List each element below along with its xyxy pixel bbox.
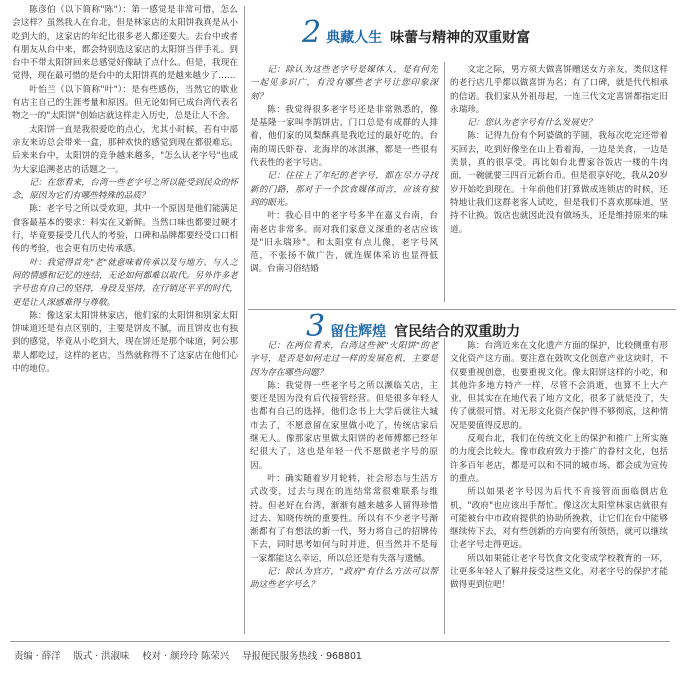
section-title: 官民结合的双重助力 <box>394 324 521 340</box>
section1-column-a <box>250 64 438 277</box>
column-divider-left <box>244 6 245 634</box>
body-paragraph: 陈：老字号之所以受欢迎，其中一个原因是他们能满足食客最基本的要求：料实在又新鲜。当然口味也都要过硬才行，毕竟要接受几代人的考验，口碑和品牌都要经受口口相传的考验，也会更有历史传承感。 <box>12 204 238 255</box>
interview-question: 叶：我觉得首先"老"就意味着传承以及与地方、与人之间的情感和记忆的连结，无论如何都难以取代。另外许多老字号也有自己的坚持，身段及坚持，在行销还平平的时代，更是让人深感难得与尊敬。 <box>12 257 238 308</box>
interview-question: 记：在两位看来，台湾这些被"火阳饼"的老字号，是否是如何走过一样的发展危机，主要是因为存在哪些问题？ <box>250 341 438 378</box>
section-tag: 留住辉煌 <box>330 324 387 340</box>
body-paragraph: 陈：记得九份有个阿婆做的芋圆，我每次吃完还带着买回去，吃到好像坐在山上看着海，一边是美食，一边是美景，真的很享受。再比如台北曹家谷饭店一楼的牛肉面，一碗就要三四百元新台币。但是很享好吃，我从20岁岁开始吃到现在。十年前他们打算做成连锁店的时候，还特地让我们这群老客人试吃，但是我们不喜欢那味道，坚持不让换。饭店也就因此没有做场头，还是维持原来的味道。 <box>450 131 668 235</box>
footer-designer: 版式 · 洪淑味 <box>73 651 130 662</box>
interview-question: 记：在您看来，台湾一些老字号之所以能受到民众的怀念，原因为它们有哪些特殊的品质？ <box>12 177 238 202</box>
body-paragraph: 陈：像这家太阳饼林家店，他们家的太阳饼和别家太阳饼味道还是有点区别的，主要是饼皮不腻，而且饼皮也有独到的感觉，毕竟从小吃到大，现在饼还是那个味道，阿公那辈人都吃过，这样的老店，当然就称得不了这家店在他们心中的地位。 <box>12 310 238 375</box>
section-title: 味蕾与精神的双重财富 <box>390 30 531 46</box>
body-paragraph: 太阳饼一直是我很爱吃的点心，尤其小时候，若有中部亲友来访总会带来一盒，那种欢快的感觉到现在都很难忘。后来来台中，太阳饼的竞争越来越多，"怎么认老字号"也成为大家追溯老店的话题之一。 <box>12 124 238 175</box>
body-paragraph: 所以如果能让老字号饮食文化变成学校教育的一环，让更多年轻人了解并接受这些文化，对老字号的保护才能做得更到位吧！ <box>450 553 668 591</box>
section-number: 2 <box>302 15 322 50</box>
column-divider-lower <box>444 338 445 634</box>
section-heading-2 <box>306 309 521 344</box>
body-paragraph: 陈彦伯（以下简称"陈"）：第一感觉是非常可惜，怎么会这样？虽然我人在台北，但是林家店的太阳饼我真是从小吃到大的，这家店的年纪比很多老人都还要大。去台中或者有朋友从台中来，都会特别选这家店的太阳饼当伴手礼。到台中不带太阳饼回来总感觉好像缺了点什么。但是，我现在觉得，现在最可惜的是台中的太阳饼真的是越来越少了…… <box>12 5 238 82</box>
section-heading-1 <box>302 15 531 50</box>
body-paragraph: 文定之际，男方须大做喜饼赠送女方亲友，类似这样的老行店几乎都以做喜饼为名；有了口碑，就是代代相承的信诺。我们家从外祖母起，一连三代文定喜饼都指定旧永瑞珍。 <box>450 65 668 115</box>
left-column <box>12 4 238 376</box>
body-paragraph: 陈：我觉得一些老字号之所以濒临关店，主要还是因为没有后代接管经营。但是很多年轻人也都有自己的选择，他们念书上大学后就往大城市去了，不愿意留在家里做小吃了，传统店家后继无人。像那家店里做太阳饼的老师傅都已经年纪很大了，这也是年轻一代不愿做老字号的原因。 <box>250 380 438 471</box>
section2-column-a <box>250 340 438 593</box>
page-footer <box>14 648 372 662</box>
body-paragraph: 陈：台湾近来在文化遗产方面的保护，比较侧重有形文化资产这方面。要注意在鼓吹文化创意产业这块时，不仅要重视创意，也要重视文化。像太阳饼这样的小吃，和其他许多地方特产一样，尽管不会消逝，也算不上大产业，但其实在在地代表了地方文化，很多了就是没了，失传了就很可惜。对无形文化资产保护得不够彻底，这种情况是要值得反思的。 <box>450 341 668 431</box>
body-paragraph: 叶：确实随着岁月轮转，社会形态与生活方式改变，过去与现在的连结常常很难联系与维持。但老好在台湾，渐渐有越来越多人留得珍惜过去、知晓传统的重要性。所以有不少老字号渐渐都有了有想法的新一代，努力将自己的招牌传下去，同时思考如何与时并进，但当然并不是每一家都能这么幸运，所以总还是有失落与遗憾。 <box>250 473 438 564</box>
body-paragraph: 反观台北，我们在传统文化上的保护和推广上所实施的力度会比较大。像市政府致力于推广的眷村文化，包括许多百年老店，都是可以和不同的城市场、都会成为宣传的重点。 <box>450 434 668 484</box>
body-paragraph: 所以如果老字号因为后代不肯接管而面临倒店危机，"政府"也应该出手帮忙。像这次太阳堂林家店就很有可能被台中市政府提供的协助所挽救，让它们在台中能够继续传下去，对有些创新的方向要有所领悟，就可以继续让老字号走得更远。 <box>450 487 668 551</box>
body-paragraph: 叶怡兰（以下简称"叶"）：是有些感伤，当然它的歇业有店主自己的生涯考量和原因。但无论如何已成台湾代表名物之一的"太阳饼"创始店就这样走入历史，总是让人不舍。 <box>12 84 238 122</box>
interview-question: 记：除认为官方，"政府"有什么方法可以帮助这些老字号么？ <box>250 567 438 591</box>
footer-proofreader: 校对 · 颜玲玲 陈荣兴 <box>142 651 230 662</box>
section1-column-b <box>450 64 668 237</box>
section-number: 3 <box>306 309 326 344</box>
body-paragraph: 陈：我觉得很多老字号还是非常熟悉的，像是基隆一家叫李鹄饼店，门口总是有成群的人排着，他们家的凤梨酥真是我吃过的最好吃的。台南的周氏虾卷、北海岸的冰淇淋，都是一些很有代表性的老字号店。 <box>250 104 438 169</box>
interview-question: 记：往往上了年纪的老字号，都在尽力寻找新的门路，那对于一个饮食媒体而言，应该有独到的眼光。 <box>250 171 438 208</box>
section2-column-b <box>450 340 668 593</box>
column-divider-upper <box>444 62 445 302</box>
footer-editor: 责编 · 薛洋 <box>14 651 61 662</box>
section-tag: 典藏人生 <box>326 30 383 46</box>
footer-hotline: 导报便民服务热线 · 968801 <box>242 651 362 662</box>
footer-rule <box>10 641 670 642</box>
interview-question: 记：除认为这些老字号是媒体人，是有何先一起见多识广，有没有哪些老字号让您印象深刻？ <box>250 65 438 102</box>
body-paragraph: 叶：我心目中的老字号多半在嘉义台南，台南老店非常多。而对我们家意义深重的老店应该是"旧永瑞珍"。和太阳堂有点儿像，老字号风范，不张扬不做广告，就连媒体采访也显得低调。台南习俗结婚 <box>250 211 438 275</box>
interview-question: 记：您认为老字号有什么发展史？ <box>467 118 597 129</box>
